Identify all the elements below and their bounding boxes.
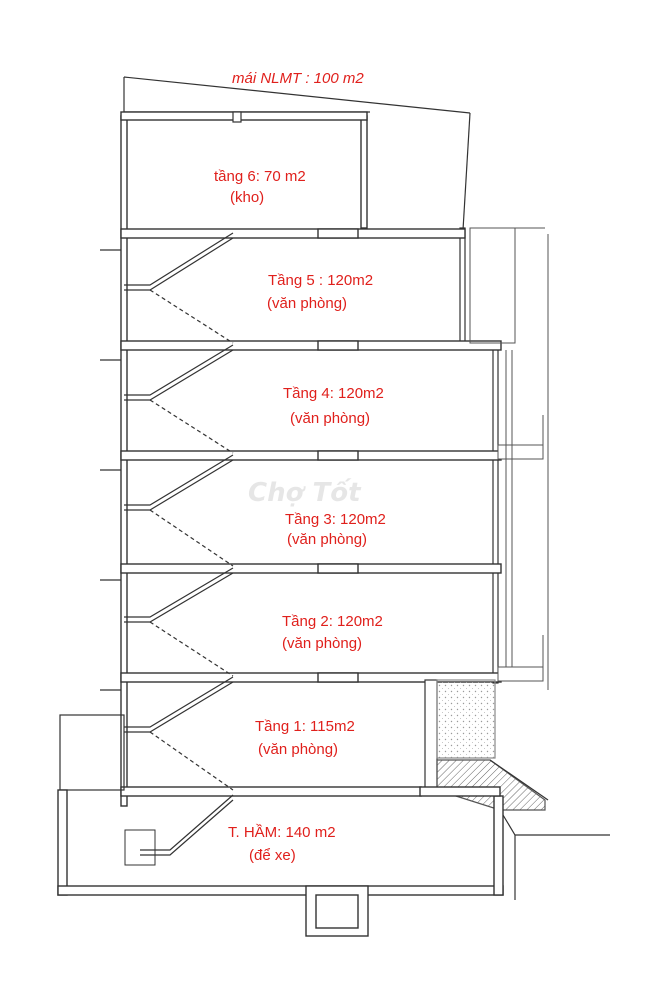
roof-label: mái NLMT : 100 m2 xyxy=(232,70,364,87)
floor-4-name: Tầng 4: 120m2 xyxy=(283,385,384,402)
basement-name: T. HẦM: 140 m2 xyxy=(228,824,336,841)
basement-use: (để xe) xyxy=(249,847,296,864)
floor-1-name: Tầng 1: 115m2 xyxy=(255,718,355,735)
dotted-infill xyxy=(437,680,495,758)
basement-right-wall xyxy=(494,796,503,895)
watermark: Chợ Tốt xyxy=(248,478,361,508)
slab-2 xyxy=(121,564,501,573)
floor-5-name: Tầng 5 : 120m2 xyxy=(268,272,374,289)
left-wall xyxy=(121,116,127,806)
floor-2-use: (văn phòng) xyxy=(282,635,363,652)
basement-left-wall xyxy=(58,790,67,895)
floor-6-name: tầng 6: 70 m2 xyxy=(214,168,306,185)
floor-2-name: Tầng 2: 120m2 xyxy=(282,613,383,630)
slab-4 xyxy=(121,341,501,350)
floor-5-use: (văn phòng) xyxy=(267,295,348,312)
floor-4-use: (văn phòng) xyxy=(290,410,371,427)
slab-basement xyxy=(121,787,421,796)
slab-5 xyxy=(121,229,465,238)
floor-6-use: (kho) xyxy=(230,189,265,206)
floor-3-use: (văn phòng) xyxy=(287,531,368,548)
right-wall xyxy=(493,343,498,683)
ramp-hatch xyxy=(437,760,545,810)
floor-1-use: (văn phòng) xyxy=(258,741,339,758)
slab-3 xyxy=(121,451,501,460)
floor-3-name: Tầng 3: 120m2 xyxy=(285,511,386,528)
